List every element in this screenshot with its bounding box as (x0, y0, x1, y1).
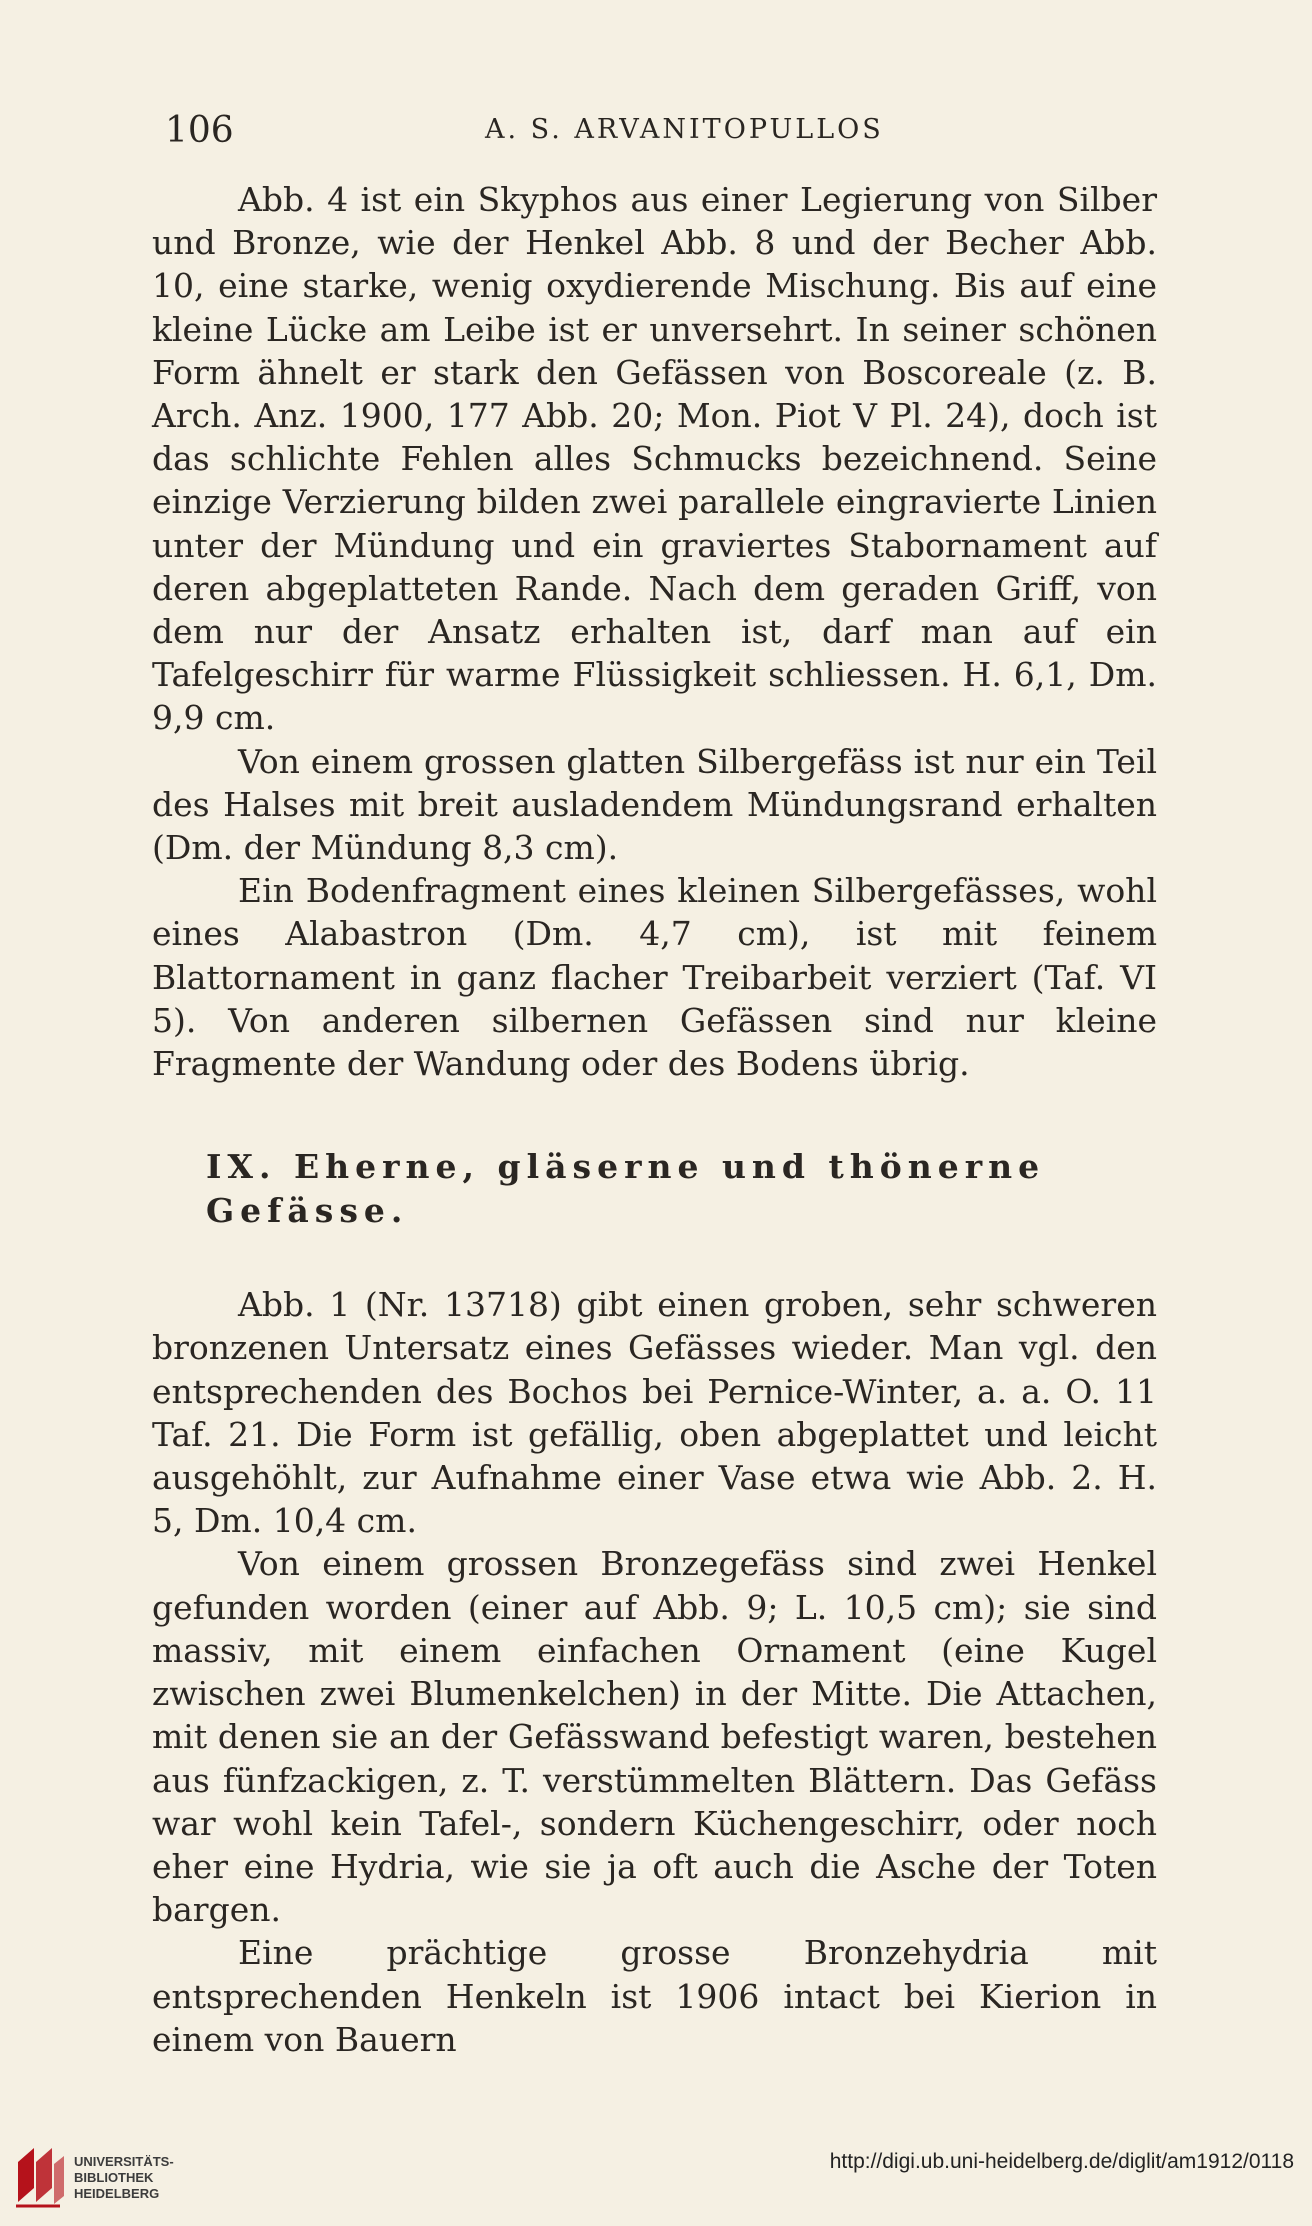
library-line-2: BIBLIOTHEK (74, 2170, 154, 2185)
heidelberg-library-logo-icon (12, 2144, 68, 2210)
section-heading: IX. Eherne, gläserne und thönerne Gefässe. (206, 1147, 1046, 1231)
page-header (165, 110, 1155, 160)
library-line-3: HEIDELBERG (74, 2186, 160, 2201)
paragraph-bronze-stand: Abb. 1 (Nr. 13718) gibt einen groben, sehr schweren bronzenen Untersatz eines Gefässes wieder. Man vgl. den entsprechenden des Bochos bei Pernice-Winter, a. a. O. 11 Taf. 21. Die Form ist gefällig, oben abgeplattet und leicht ausgehöhlt, zur Aufnahme einer Vase etwa wie Abb. 2. H. 5, Dm. 10,4 cm. (152, 1285, 1157, 1541)
paragraph-bronze-handles: Von einem grossen Bronzegefäss sind zwei Henkel gefunden worden (einer auf Abb. 9; L. 10,5 cm); sie sind massiv, mit einem einfachen Ornament (eine Kugel zwischen zwei Blumenkelchen) in der Mitte. Die Attachen, mit denen sie an der Gefässwand befestigt waren, bestehen aus fünfzackigen, z. T. verstümmelten Blättern. Das Gefäss war wohl kein Tafel-, sondern Küchengeschirr, oder noch eher eine Hydria, wie sie ja oft auch die Asche der Toten bargen. (152, 1544, 1157, 1930)
body-text (152, 178, 1157, 2061)
library-line-1: UNIVERSITÄTS- (74, 2154, 174, 2169)
library-stamp (12, 2140, 212, 2218)
paragraph-base-fragment: Ein Bodenfragment eines kleinen Silbergefässes, wohl eines Alabastron (Dm. 4,7 cm), ist mit feinem Blattornament in ganz flacher Treibarbeit verziert (Taf. VI 5). Von anderen silbernen Gefässen sind nur kleine Fragmente der Wandung oder des Bodens übrig. (152, 871, 1157, 1084)
paragraph-skyphos: Abb. 4 ist ein Skyphos aus einer Legierung von Silber und Bronze, wie der Henkel Abb. 8 und der Becher Abb. 10, eine starke, wenig oxydierende Mischung. Bis auf eine kleine Lücke am Leibe ist er unversehrt. In seiner schönen Form ähnelt er stark den Gefässen von Boscoreale (z. B. Arch. Anz. 1900, 177 Abb. 20; Mon. Piot V Pl. 24), doch ist das schlichte Fehlen alles Schmucks bezeichnend. Seine einzige Verzierung bilden zwei parallele eingravierte Linien unter der Mündung und ein graviertes Stabornament auf deren abgeplatteten Rande. Nach dem geraden Griff, von dem nur der Ansatz erhalten ist, darf man auf ein Tafelgeschirr für warme Flüssigkeit schliessen. H. 6,1, Dm. 9,9 cm. (152, 180, 1157, 738)
page-number: 106 (165, 110, 234, 151)
running-head: A. S. ARVANITOPULLOS (485, 114, 884, 145)
paragraph-bronze-hydria: Eine prächtige grosse Bronzehydria mit entsprechenden Henkeln ist 1906 intact bei Kierion in einem von Bauern (152, 1933, 1157, 2059)
source-url-link[interactable]: http://digi.ub.uni-heidelberg.de/diglit/am1912/0118 (829, 2150, 1294, 2173)
library-name (74, 2154, 174, 2202)
paragraph-silver-vessel: Von einem grossen glatten Silbergefäss ist nur ein Teil des Halses mit breit ausladendem Mündungsrand erhalten (Dm. der Mündung 8,3 cm). (152, 741, 1157, 868)
